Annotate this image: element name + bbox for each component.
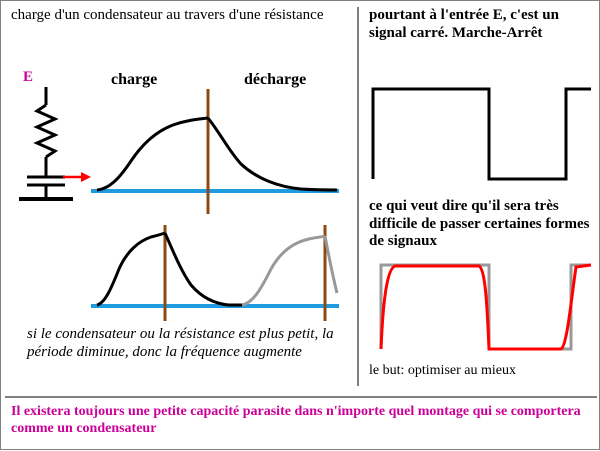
- panel-charge-decharge-fast: [91, 225, 339, 321]
- panel-signal-carre: [373, 89, 591, 179]
- waveform-square: [373, 89, 591, 179]
- waveform-distorted-red: [381, 265, 591, 349]
- curve-charge-fast: [97, 233, 165, 305]
- panel-charge-decharge-slow: [91, 89, 339, 214]
- curve-decharge-next-gray: [325, 236, 337, 293]
- right-bottom-text: le but: optimiser au mieux: [369, 363, 516, 378]
- curve-charge-next-gray: [242, 236, 325, 305]
- label-charge: charge: [111, 71, 158, 88]
- waveform-reference-gray: [381, 265, 591, 349]
- curve-decharge-fast: [165, 233, 242, 305]
- bottom-note: Il existera toujours une petite capacité parasite dans n'importe quel montage qui se comportera comme un condensateur: [11, 404, 581, 436]
- panel-signal-deforme: [381, 265, 591, 349]
- right-mid-text: ce qui veut dire qu'il sera très difficile de passer certaines formes de signaux: [369, 198, 590, 250]
- label-decharge: décharge: [244, 71, 307, 88]
- label-source-e: E: [23, 69, 34, 85]
- left-note: si le condensateur ou la résistance est plus petit, la période diminue, donc la fréquence augmente: [27, 326, 334, 360]
- right-top-text: pourtant à l'entrée E, c'est un signal carré. Marche-Arrêt: [369, 7, 559, 41]
- curve-charge-slow: [97, 118, 208, 190]
- left-title: charge d'un condensateur au travers d'une résistance: [11, 7, 324, 23]
- curve-decharge-slow: [208, 118, 337, 190]
- circuit-schematic: [19, 87, 91, 199]
